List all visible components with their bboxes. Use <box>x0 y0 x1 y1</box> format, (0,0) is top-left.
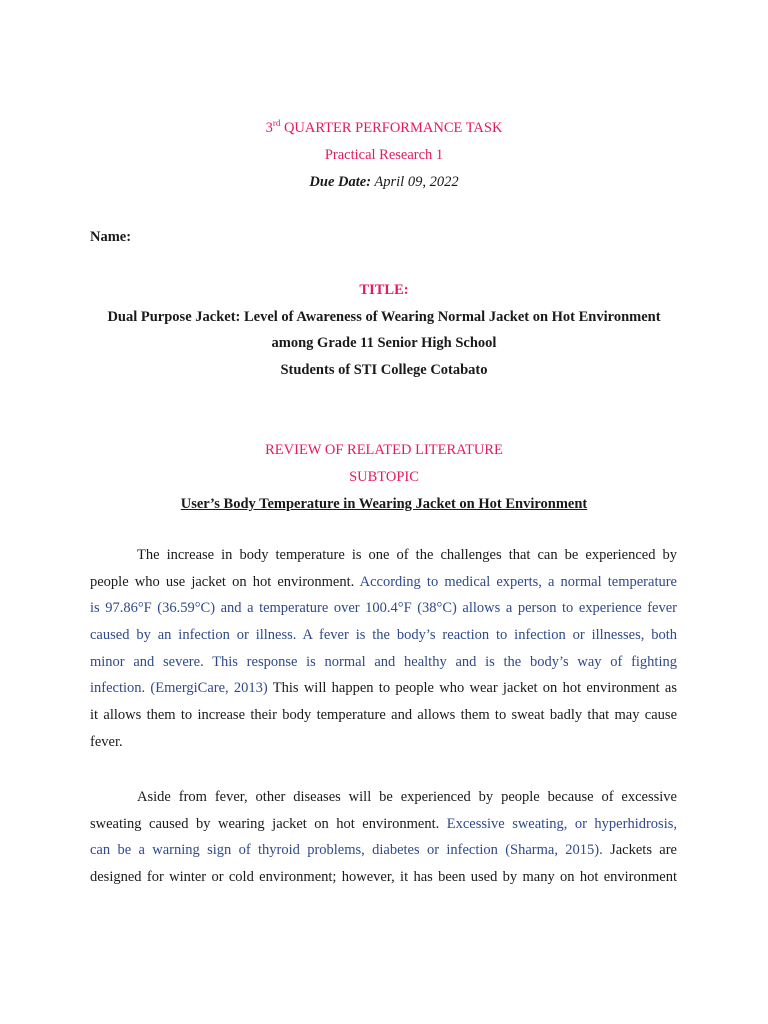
quarter-heading <box>0 119 768 137</box>
title-line-3: Students of STI College Cotabato <box>280 362 488 378</box>
citation-text: According to medical experts, a normal temperature <box>359 573 677 590</box>
paragraph-line: sweating caused by wearing jacket on hot environment. Excessive sweating, or hyperhidrosis, <box>90 815 677 832</box>
quarter-suffix: rd <box>272 118 281 129</box>
due-date-label: Due Date: <box>309 174 372 190</box>
title-line-2: among Grade 11 Senior High School <box>271 335 497 351</box>
paragraph-line: can be a warning sign of thyroid problems, diabetes or infection (Sharma, 2015). Jackets are <box>90 842 677 859</box>
quarter-heading-text: QUARTER PERFORMANCE TASK <box>280 120 503 136</box>
paragraph-line: people who use jacket on hot environment. According to medical experts, a normal temperature <box>90 573 677 590</box>
due-date-value: April 09, 2022 <box>371 174 459 190</box>
paragraph-2 <box>90 784 677 891</box>
paragraph-line: designed for winter or cold environment; however, it has been used by many on hot environment <box>90 869 677 886</box>
paragraph-line: fever. <box>90 733 123 750</box>
title-line-1: Dual Purpose Jacket: Level of Awareness of Wearing Normal Jacket on Hot Environment <box>107 309 661 325</box>
name-label: Name: <box>90 229 132 245</box>
due-date-line <box>0 173 768 191</box>
title-label: TITLE: <box>359 282 409 298</box>
citation-text: infection. (EmergiCare, 2013) <box>90 680 273 697</box>
citation-line: caused by an infection or illness. A fever is the body’s reaction to infection or illnesses, both <box>90 627 677 644</box>
subject-heading: Practical Research 1 <box>324 147 444 163</box>
quarter-ordinal: 3 <box>265 120 273 136</box>
citation-line: is 97.86°F (36.59°C) and a temperature over 100.4°F (38°C) allows a person to experience fever <box>90 600 677 617</box>
citation-text: can be a warning sign of thyroid problems, diabetes or infection (Sharma, 2015). <box>90 842 603 859</box>
citation-line: minor and severe. This response is normal and healthy and is the body’s way of fighting <box>90 653 677 670</box>
citation-text: Excessive sweating, or hyperhidrosis, <box>446 815 677 832</box>
subtopic-label: SUBTOPIC <box>349 469 419 485</box>
paragraph-line: it allows them to increase their body temperature and allows them to sweat badly that may cause <box>90 707 677 724</box>
subtopic-title: User’s Body Temperature in Wearing Jacket on Hot Environment <box>180 496 588 512</box>
section-heading: REVIEW OF RELATED LITERATURE <box>265 442 503 458</box>
paragraph-line: Aside from fever, other diseases will be experienced by people because of excessive <box>137 789 677 805</box>
paragraph-line: infection. (EmergiCare, 2013) This will happen to people who wear jacket on hot environment as <box>90 680 677 697</box>
paragraph-line: The increase in body temperature is one of the challenges that can be experienced by <box>137 547 677 563</box>
paragraph-1 <box>90 542 677 756</box>
